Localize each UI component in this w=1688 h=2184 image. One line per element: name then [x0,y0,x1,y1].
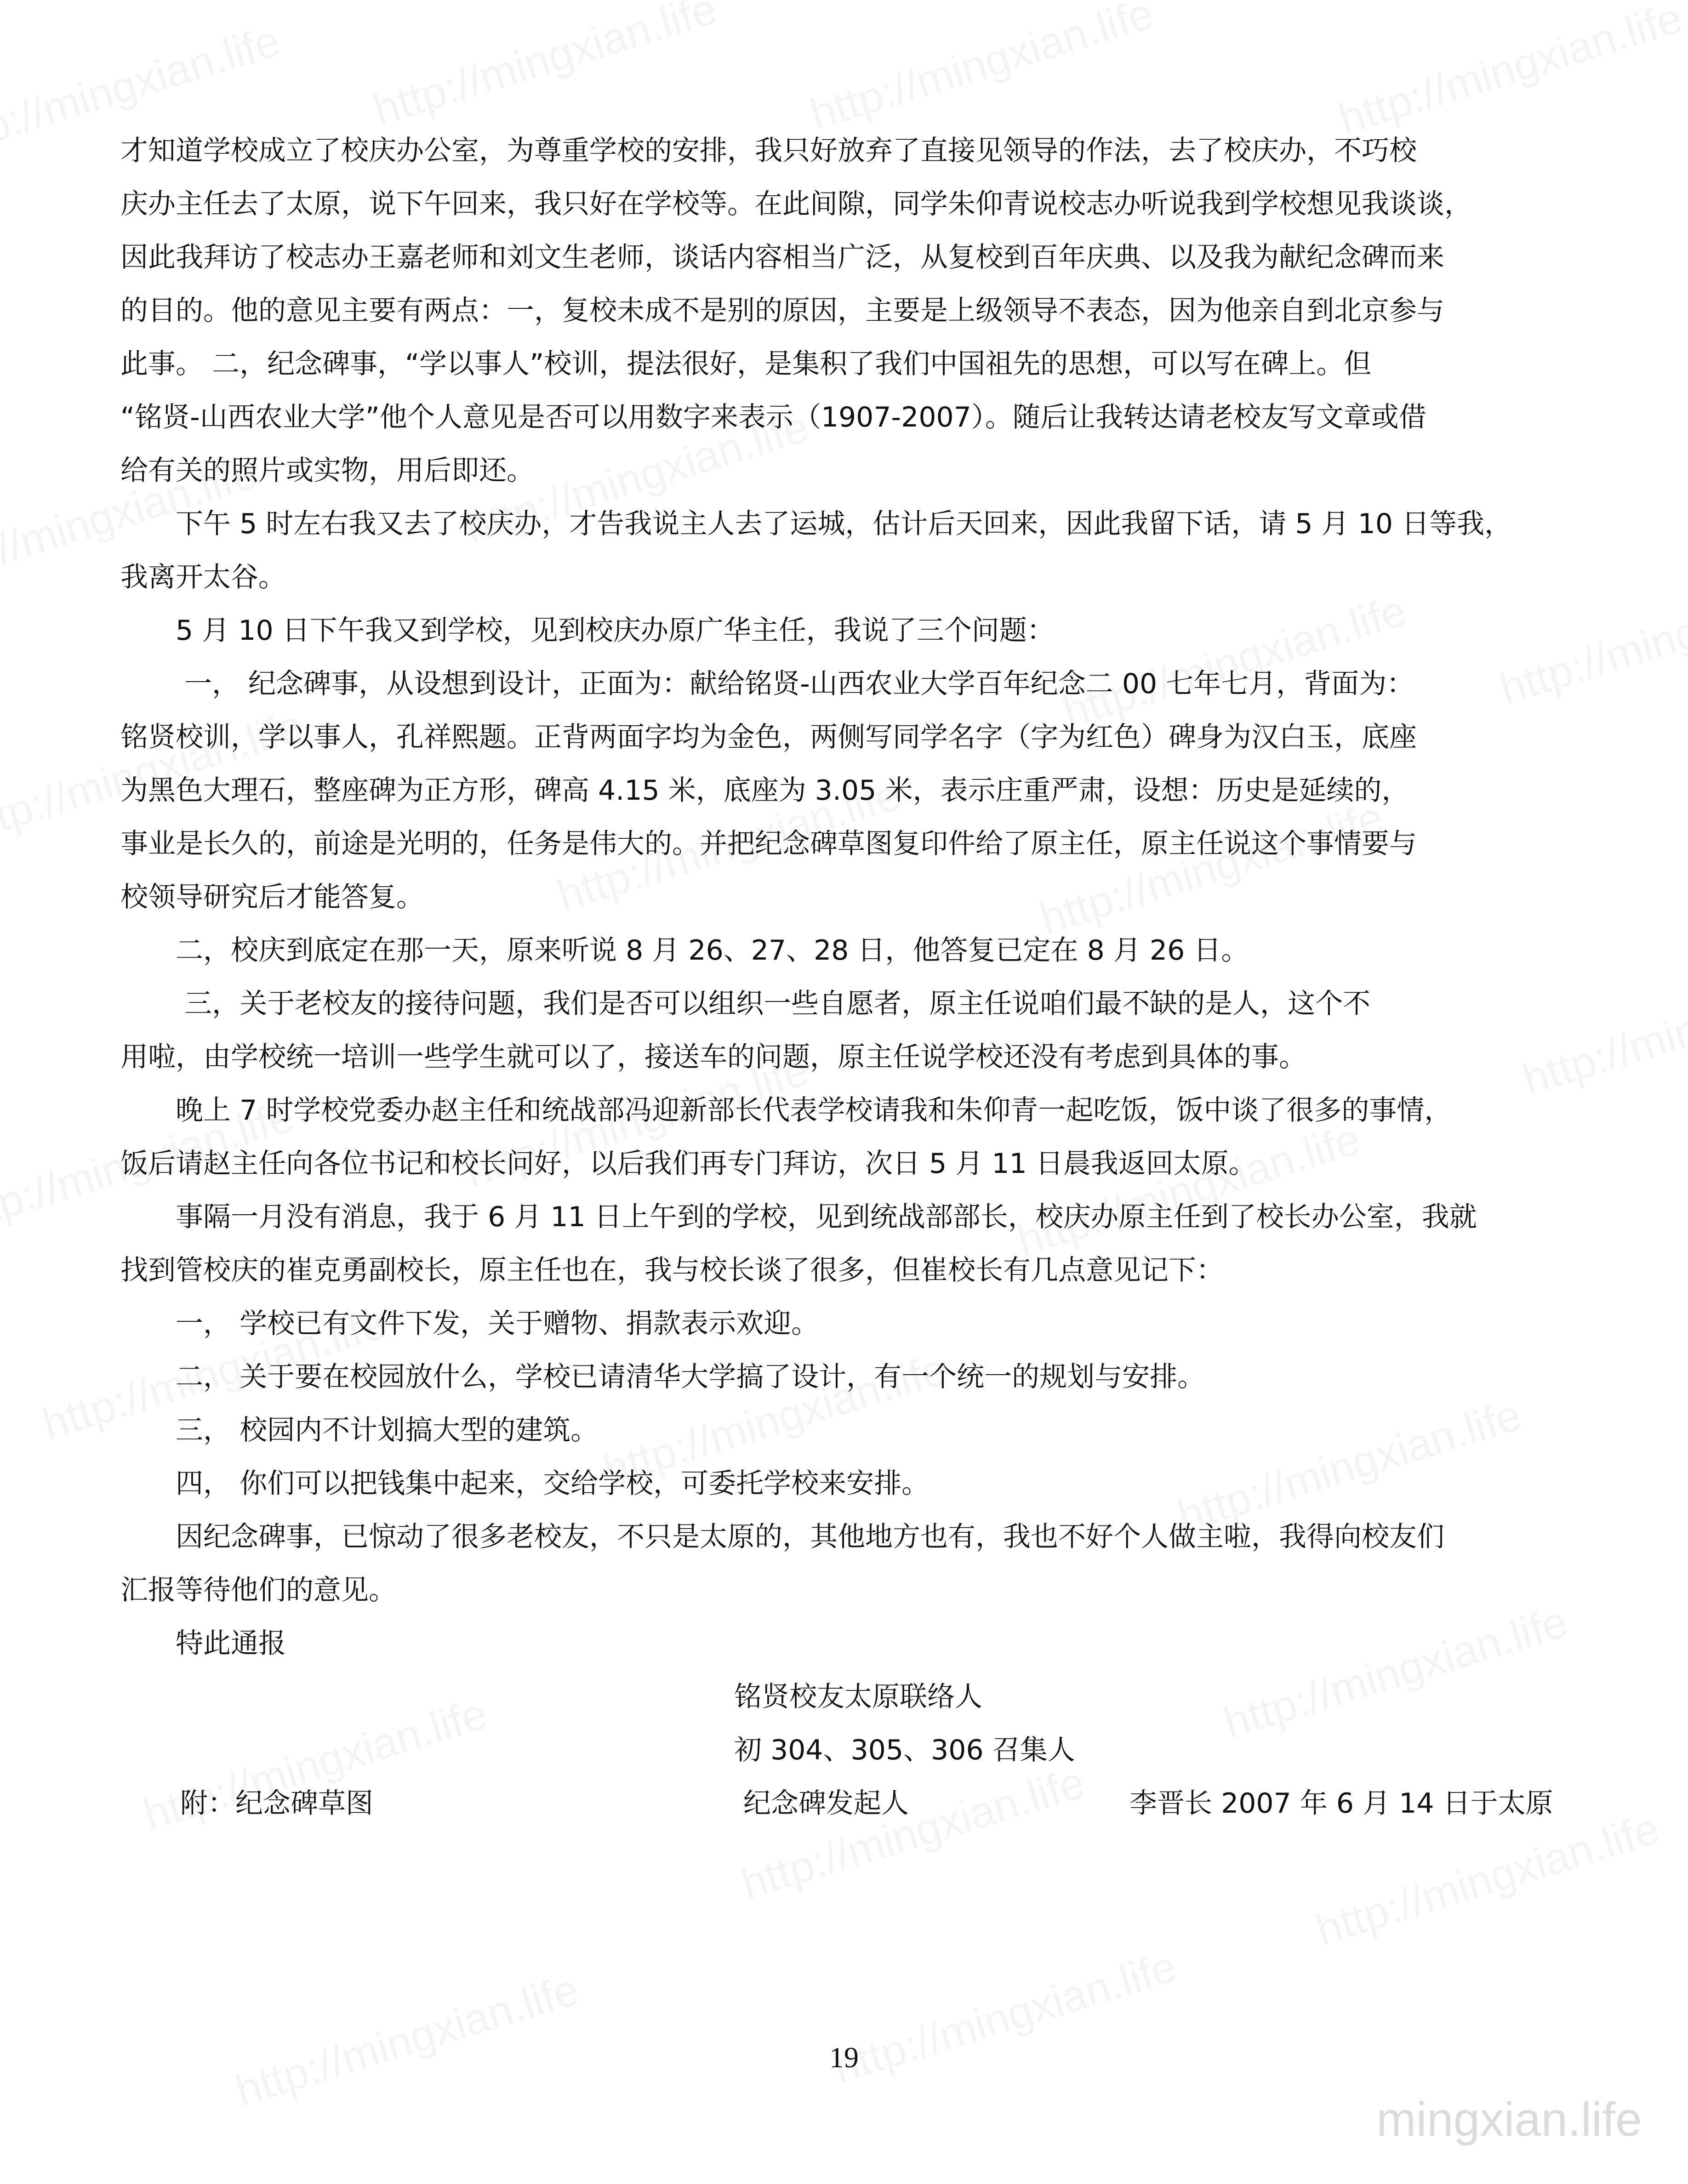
text-line: 饭后请赵主任向各位书记和校长问好，以后我们再专门拜访，次日 5 月 11 日晨我返回太原。 [120,1148,1256,1180]
signature-line-2 [120,1723,1637,1777]
text-line: 事业是长久的，前途是光明的，任务是伟大的。并把纪念碑草图复印件给了原主任，原主任说这个事情要与 [120,828,1417,860]
text-line: 给有关的照片或实物，用后即还。 [120,455,534,487]
text-line: 一， 纪念碑事，从设想到设计，正面为：献给铭贤-山西农业大学百年纪念二 00 七年七月，背面为： [120,668,1414,700]
text-line: 的目的。他的意见主要有两点：一，复校未成不是别的原因，主要是上级领导不表态，因为他亲自到北京参与 [120,295,1444,327]
signature-line-1 [120,1670,1637,1723]
text-line: 因纪念碑事，已惊动了很多老校友，不只是太原的，其他地方也有，我也不好个人做主啦，我得向校友们 [120,1521,1444,1553]
text-line: 我离开太谷。 [120,561,286,593]
text-line: 晚上 7 时学校党委办赵主任和统战部冯迎新部长代表学校请我和朱仰青一起吃饭，饭中谈了很多的事情， [120,1094,1452,1126]
corner-watermark: mingxian.life [1376,2093,1642,2146]
text-line: 三， 校园内不计划搞大型的建筑。 [120,1414,599,1446]
text-line: 下午 5 时左右我又去了校庆办，才告我说主人去了运城，估计后天回来，因此我留下话，请 5 月 10 日等我， [120,508,1512,540]
watermark-text [1333,0,1688,145]
text-line: 才知道学校成立了校庆办公室，为尊重学校的安排，我只好放弃了直接见领导的作法，去了校庆办，不巧校 [120,135,1417,167]
text-line: 用啦，由学校统一培训一些学生就可以了，接送车的问题，原主任说学校还没有考虑到具体的事。 [120,1041,1306,1073]
signature-role: 纪念碑发起人 [743,1787,909,1820]
text-line: 特此通报 [120,1627,286,1660]
text-line: 校领导研究后才能答复。 [120,881,424,913]
watermark-text [368,0,723,136]
text-line: 因此我拜访了校志办王嘉老师和刘文生老师，谈话内容相当广泛，从复校到百年庆典、以及我为献纪念碑而来 [120,241,1444,273]
text-line: 庆办主任去了太原，说下午回来，我只好在学校等。在此间隙，同学朱仰青说校志办听说我到学校想见我谈谈， [120,188,1472,220]
text-line: 汇报等待他们的意见。 [120,1574,396,1606]
signature-line-3 [120,1777,1637,1830]
page-number: 19 [829,2041,859,2074]
text-line: 一， 学校已有文件下发，关于赠物、捐款表示欢迎。 [120,1308,819,1340]
text-line: 5 月 10 日下午我又到学校，见到校庆办原广华主任，我说了三个问题： [120,614,1055,647]
watermark-text [804,0,1159,140]
attachment-note: 附：纪念碑草图 [180,1787,373,1820]
text-line: 找到管校庆的崔克勇副校长，原主任也在，我与校长谈了很多，但崔校长有几点意见记下： [120,1254,1224,1286]
text-line: 二， 关于要在校园放什么，学校已请清华大学搞了设计，有一个统一的规划与安排。 [120,1361,1205,1393]
text-line: 四， 你们可以把钱集中起来，交给学校，可委托学校来安排。 [120,1467,930,1500]
text-line: 为黑色大理石，整座碑为正方形，碑高 4.15 米，底座为 3.05 米，表示庄重严肃，设想：历史是延续的， [120,774,1409,807]
text-line: 此事。 二，纪念碑事，“学以事人”校训，提法很好，是集积了我们中国祖先的思想，可以写在碑上。但 [120,348,1372,380]
text-line: 二，校庆到底定在那一天，原来听说 8 月 26、27、28 日，他答复已定在 8 月 26 日。 [120,934,1249,967]
text-line: “铭贤-山西农业大学”他个人意见是否可以用数字来表示（1907-2007）。随后让我转达请老校友写文章或借 [120,401,1426,433]
signature-author-date: 李晋长 2007 年 6 月 14 日于太原 [1129,1787,1553,1820]
signature-liaison: 铭贤校友太原联络人 [734,1681,982,1713]
document-body [120,124,1637,1830]
signature-convener: 初 304、305、306 召集人 [734,1734,1075,1766]
text-line: 事隔一月没有消息，我于 6 月 11 日上午到的学校，见到统战部部长，校庆办原主任到了校长办公室，我就 [120,1201,1477,1233]
text-line: 铭贤校训，学以事人，孔祥熙题。正背两面字均为金色，两侧写同学名字（字为红色）碑身为汉白玉，底座 [120,721,1417,753]
text-line: 三，关于老校友的接待问题，我们是否可以组织一些自愿者，原主任说咱们最不缺的是人，这个不 [120,988,1371,1020]
